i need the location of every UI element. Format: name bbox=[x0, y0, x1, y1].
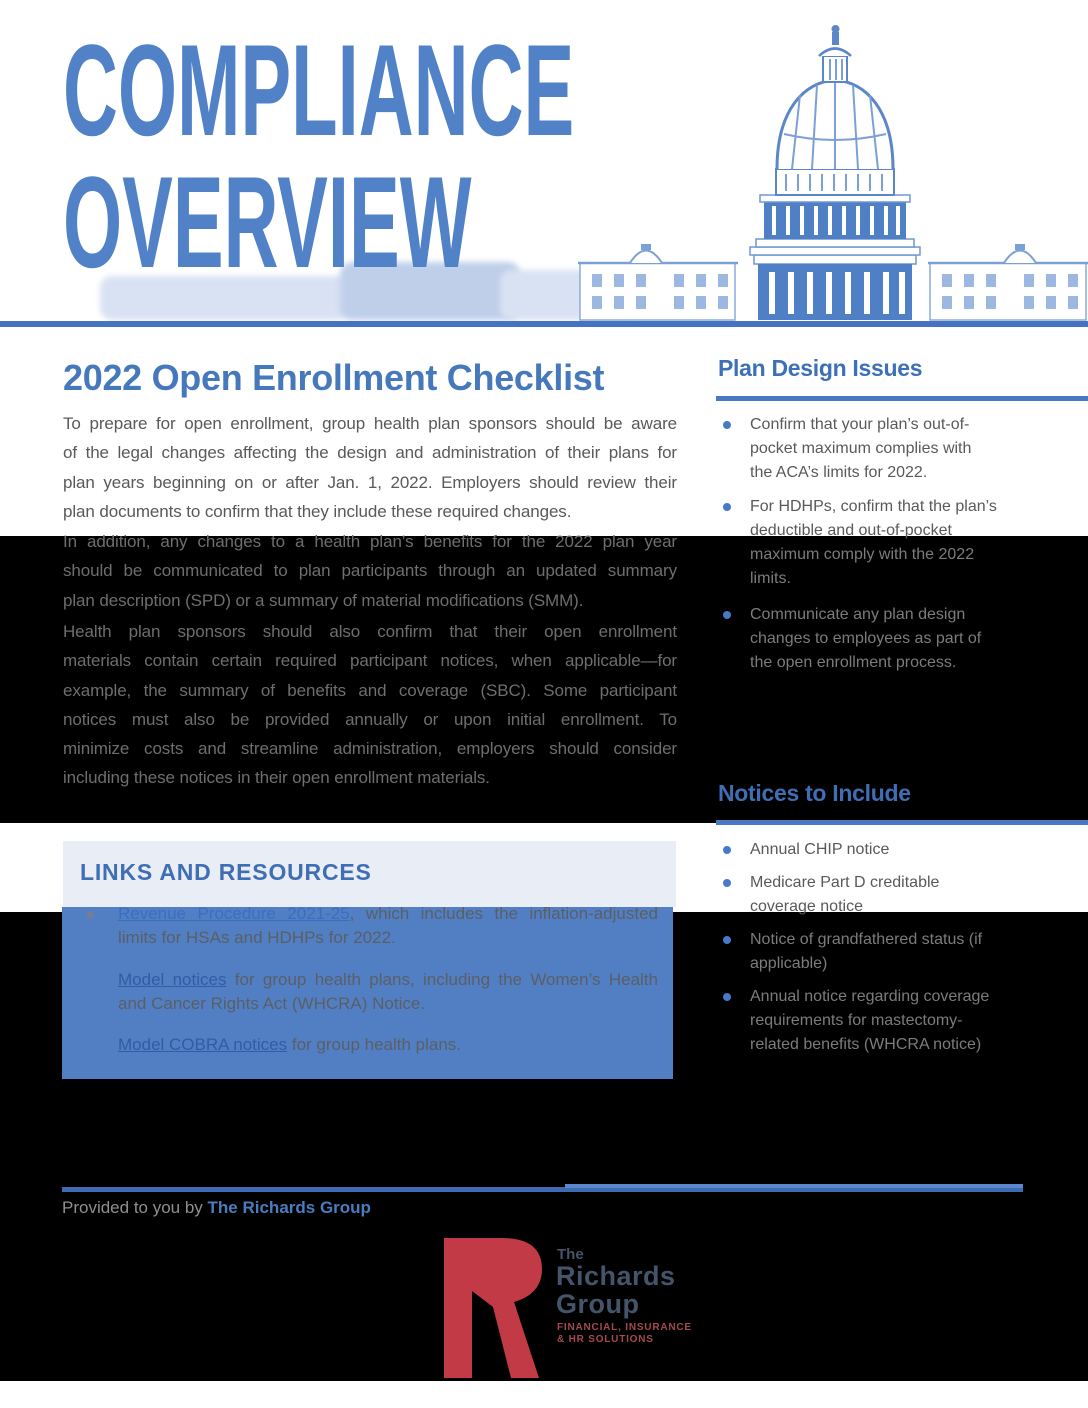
provided-by-line bbox=[62, 1197, 371, 1219]
links-box-item-text: , which includes the inflation-adjusted bbox=[349, 904, 658, 923]
bullet-icon bbox=[723, 611, 731, 619]
bullet-icon bbox=[86, 911, 94, 919]
paragraph-line: notices must also be provided annually or upon initial enrollment. To bbox=[63, 709, 677, 729]
list-item: Medicare Part D creditable coverage notice bbox=[750, 871, 1040, 919]
list-item: Notice of grandfathered status (if applicable) bbox=[750, 928, 1040, 976]
paragraph-line: example, the summary of benefits and coverage (SBC). Some participant bbox=[63, 680, 677, 700]
paragraph-line: In addition, any changes to a health plan’s benefits for the 2022 plan year bbox=[63, 532, 677, 551]
bullet-icon bbox=[723, 936, 731, 944]
logo-text-group: Group bbox=[556, 1289, 640, 1319]
paragraph-line: To prepare for open enrollment, group health plan sponsors should be aware bbox=[63, 414, 677, 433]
header-divider-rule bbox=[0, 321, 1088, 327]
links-box-item bbox=[118, 968, 658, 1016]
paragraph-line: plan years beginning on or after Jan. 1, 2022. Employers should review their bbox=[63, 472, 677, 492]
bullet-icon bbox=[723, 503, 731, 511]
link-model-notices[interactable]: Model notices bbox=[118, 970, 227, 989]
header-title-line1: COMPLIANCE bbox=[63, 17, 575, 163]
richards-group-logo-icon bbox=[444, 1238, 544, 1378]
paragraph-line: materials contain certain required participant notices, when applicable—for bbox=[63, 651, 677, 671]
paragraph-3 bbox=[63, 617, 677, 793]
paragraph-2 bbox=[63, 527, 677, 615]
links-box-item-text: for group health plans. bbox=[287, 1035, 462, 1054]
sidebar-rule bbox=[716, 396, 1088, 401]
header-title-line2: OVERVIEW bbox=[63, 149, 472, 295]
sidebar-heading-notices: Notices to Include bbox=[718, 780, 911, 806]
logo-text-richards: Richards bbox=[556, 1261, 676, 1291]
paragraph-line: of the legal changes affecting the design and administration of their plans for bbox=[63, 443, 677, 463]
logo-tagline: FINANCIAL, INSURANCE & HR SOLUTIONS bbox=[557, 1322, 692, 1345]
links-box-item-text: limits for HSAs and HDHPs for 2022. bbox=[118, 928, 396, 947]
link-model-cobra-notices[interactable]: Model COBRA notices bbox=[118, 1035, 288, 1054]
paragraph-line: Health plan sponsors should also confirm that their open enrollment bbox=[63, 622, 677, 641]
bullet-icon bbox=[723, 879, 731, 887]
paragraph-line: including these notices in their open enrollment materials. bbox=[63, 768, 490, 788]
provided-by-text: Provided to you by bbox=[62, 1198, 208, 1217]
notices-list bbox=[750, 838, 1040, 1067]
list-item: Confirm that your plan’s out-of- pocket maximum complies with the ACA’s limits for 2022. bbox=[750, 413, 1040, 485]
links-box-item bbox=[118, 902, 658, 950]
list-item: For HDHPs, confirm that the plan’s deductible and out-of-pocket maximum comply with the 2022 limits. bbox=[750, 495, 1040, 591]
links-box-item-text: and Cancer Rights Act (WHCRA) Notice. bbox=[118, 994, 426, 1013]
sidebar-heading-plan-design: Plan Design Issues bbox=[718, 355, 923, 381]
bullet-icon bbox=[723, 993, 731, 1001]
logo-text-the: The bbox=[557, 1246, 584, 1263]
links-box-title: LINKS AND RESOURCES bbox=[80, 859, 372, 885]
provided-by-brand: The Richards Group bbox=[207, 1198, 371, 1217]
paragraph-line: plan documents to confirm that they include these required changes. bbox=[63, 501, 572, 521]
page-title: 2022 Open Enrollment Checklist bbox=[63, 357, 605, 398]
list-item: Annual CHIP notice bbox=[750, 838, 1040, 862]
paragraph-1 bbox=[63, 409, 677, 526]
paragraph-line: plan description (SPD) or a summary of material modifications (SMM). bbox=[63, 590, 584, 610]
bullet-icon bbox=[723, 846, 731, 854]
footer-divider-rule-highlight bbox=[565, 1184, 1023, 1188]
bullet-icon bbox=[723, 421, 731, 429]
links-box-item-text: for group health plans, including the Women’s Health bbox=[226, 970, 658, 989]
capitol-building-illustration bbox=[578, 22, 1088, 322]
list-item: Annual notice regarding coverage requirements for mastectomy- related benefits (WHCRA notice) bbox=[750, 985, 1040, 1057]
links-box-item bbox=[118, 1033, 658, 1057]
plan-design-list bbox=[750, 413, 1040, 685]
link-revenue-procedure-2021-25[interactable]: Revenue Procedure 2021-25 bbox=[118, 904, 350, 923]
paragraph-line: should be communicated to plan participants through an updated summary bbox=[63, 561, 677, 581]
sidebar-rule bbox=[716, 820, 1088, 825]
list-item: Communicate any plan design changes to employees as part of the open enrollment process. bbox=[750, 603, 1040, 675]
paragraph-line: minimize costs and streamline administration, employers should consider bbox=[63, 739, 677, 759]
